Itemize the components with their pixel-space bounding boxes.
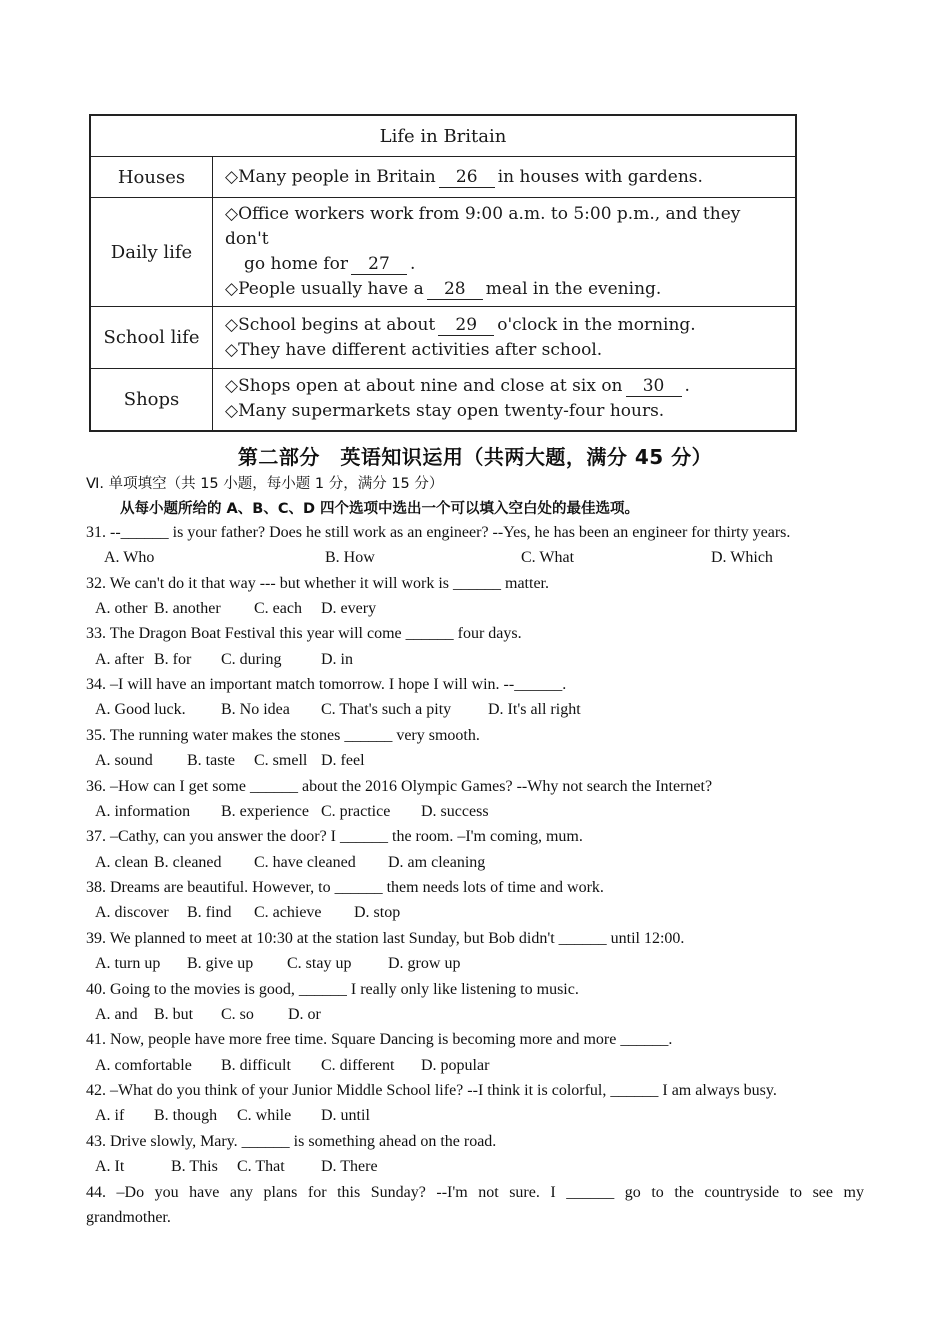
life-in-britain-table: [89, 114, 797, 432]
table-line: ◇Office workers work from 9:00 a.m. to 5:00 p.m., and they don't: [225, 204, 741, 249]
question-38: 38. Dreams are beautiful. However, to ______ them needs lots of time and work.: [86, 879, 604, 896]
option-d: D. stop: [354, 904, 401, 921]
option-a: A. sound: [95, 752, 153, 769]
school-life-content: [213, 307, 797, 369]
option-c: C. That: [237, 1158, 285, 1175]
part-instruction: 从每小题所给的 A、B、C、D 四个选项中选出一个可以填入空白处的最佳选项。: [120, 501, 640, 517]
option-b: B. taste: [187, 752, 235, 769]
question-42: 42. –What do you think of your Junior Middle School life? --I think it is colorful, ______ I am always busy.: [86, 1082, 777, 1099]
question-43: 43. Drive slowly, Mary. ______ is something ahead on the road.: [86, 1133, 497, 1150]
option-a: A. Good luck.: [95, 701, 186, 718]
option-a: A. Who: [104, 549, 155, 566]
table-line: ◇People usually have a 28 meal in the evening.: [225, 279, 662, 299]
table-line: ◇Many people in Britain 26 in houses with gardens.: [225, 166, 703, 187]
option-d: D. feel: [321, 752, 365, 769]
option-a: A. turn up: [95, 955, 161, 972]
option-b: B. give up: [187, 955, 254, 972]
question-40: 40. Going to the movies is good, ______ I really only like listening to music.: [86, 981, 579, 998]
option-c: C. stay up: [287, 955, 352, 972]
option-d: D. popular: [421, 1057, 490, 1074]
option-a: A. other: [95, 600, 148, 617]
question-44: 44. –Do you have any plans for this Sunday? --I'm not sure. I ______ go to the countryside to see my: [86, 1184, 864, 1201]
section-heading: 第二部分 英语知识运用（共两大题，满分 45 分）: [237, 445, 713, 469]
option-c: C. so: [221, 1006, 254, 1023]
option-b: B. experience: [221, 803, 309, 820]
option-a: A. discover: [95, 904, 169, 921]
answer-blank-28: 28: [427, 279, 483, 300]
option-c: C. That's such a pity: [321, 701, 452, 718]
option-d: D. every: [321, 600, 377, 617]
answer-blank-30: 30: [626, 376, 682, 397]
answer-blank-27: 27: [351, 254, 407, 275]
option-c: C. achieve: [254, 904, 322, 921]
daily-life-content: [213, 198, 797, 307]
table-line: ◇School begins at about 29 o'clock in the morning.: [225, 314, 696, 335]
question-32: 32. We can't do it that way --- but whether it will work is ______ matter.: [86, 575, 549, 592]
option-d: D. until: [321, 1107, 370, 1124]
houses-content: [213, 157, 797, 198]
question-31: 31. --______ is your father? Does he still work as an engineer? --Yes, he has been an engineer for thirty years.: [86, 524, 791, 541]
option-b: B. difficult: [221, 1057, 291, 1074]
answer-blank-26: 26: [439, 167, 495, 188]
option-a: A. information: [95, 803, 191, 820]
question-34: 34. –I will have an important match tomorrow. I hope I will win. --______.: [86, 676, 567, 693]
row-label-daily-life: Daily life: [90, 198, 213, 307]
option-d: D. Which: [711, 549, 773, 566]
row-label-school-life: School life: [90, 307, 213, 369]
table-line: ◇Shops open at about nine and close at six on 30 .: [225, 376, 690, 397]
question-36: 36. –How can I get some ______ about the 2016 Olympic Games? --Why not search the Internet?: [86, 778, 713, 795]
option-a: A. and: [95, 1006, 138, 1023]
question-41: 41. Now, people have more free time. Square Dancing is becoming more and more ______.: [86, 1031, 673, 1048]
option-c: C. each: [254, 600, 302, 617]
option-b: B. another: [154, 600, 221, 617]
option-c: C. practice: [321, 803, 391, 820]
option-c: C. have cleaned: [254, 854, 356, 871]
row-label-houses: Houses: [90, 157, 213, 198]
option-d: D. in: [321, 651, 353, 668]
question-37: 37. –Cathy, can you answer the door? I ______ the room. –I'm coming, mum.: [86, 828, 583, 845]
option-d: D. or: [288, 1006, 321, 1023]
option-b: B. cleaned: [154, 854, 222, 871]
question-33: 33. The Dragon Boat Festival this year will come ______ four days.: [86, 625, 522, 642]
option-c: C. while: [237, 1107, 292, 1124]
option-b: B. but: [154, 1006, 194, 1023]
option-d: D. am cleaning: [388, 854, 486, 871]
option-b: B. This: [171, 1158, 218, 1175]
option-c: C. during: [221, 651, 282, 668]
option-d: D. success: [421, 803, 489, 820]
option-a: A. comfortable: [95, 1057, 192, 1074]
option-a: A. after: [95, 651, 144, 668]
option-b: B. How: [325, 549, 375, 566]
option-a: A. if: [95, 1107, 125, 1124]
table-title: Life in Britain: [90, 115, 796, 157]
table-line: go home for 27 .: [244, 254, 416, 274]
question-39: 39. We planned to meet at 10:30 at the station last Sunday, but Bob didn't ______ until 12:00.: [86, 930, 685, 947]
table-line: ◇They have different activities after school.: [225, 339, 603, 360]
option-c: C. What: [521, 549, 575, 566]
option-d: D. grow up: [388, 955, 461, 972]
row-label-shops: Shops: [90, 369, 213, 431]
option-a: A. clean: [95, 854, 149, 871]
answer-blank-29: 29: [438, 315, 494, 336]
option-c: C. smell: [254, 752, 308, 769]
option-a: A. It: [95, 1158, 125, 1175]
option-b: B. find: [187, 904, 232, 921]
option-b: B. for: [154, 651, 192, 668]
shops-content: [213, 369, 797, 431]
option-b: B. No idea: [221, 701, 290, 718]
option-d: D. There: [321, 1158, 378, 1175]
question-35: 35. The running water makes the stones ______ very smooth.: [86, 727, 480, 744]
option-b: B. though: [154, 1107, 218, 1124]
table-line: ◇Many supermarkets stay open twenty-four hours.: [225, 401, 665, 422]
option-c: C. different: [321, 1057, 395, 1074]
option-d: D. It's all right: [488, 701, 581, 718]
part-title: Ⅵ. 单项填空（共 15 小题，每小题 1 分，满分 15 分）: [86, 476, 444, 492]
question-44-continued: grandmother.: [86, 1209, 171, 1226]
